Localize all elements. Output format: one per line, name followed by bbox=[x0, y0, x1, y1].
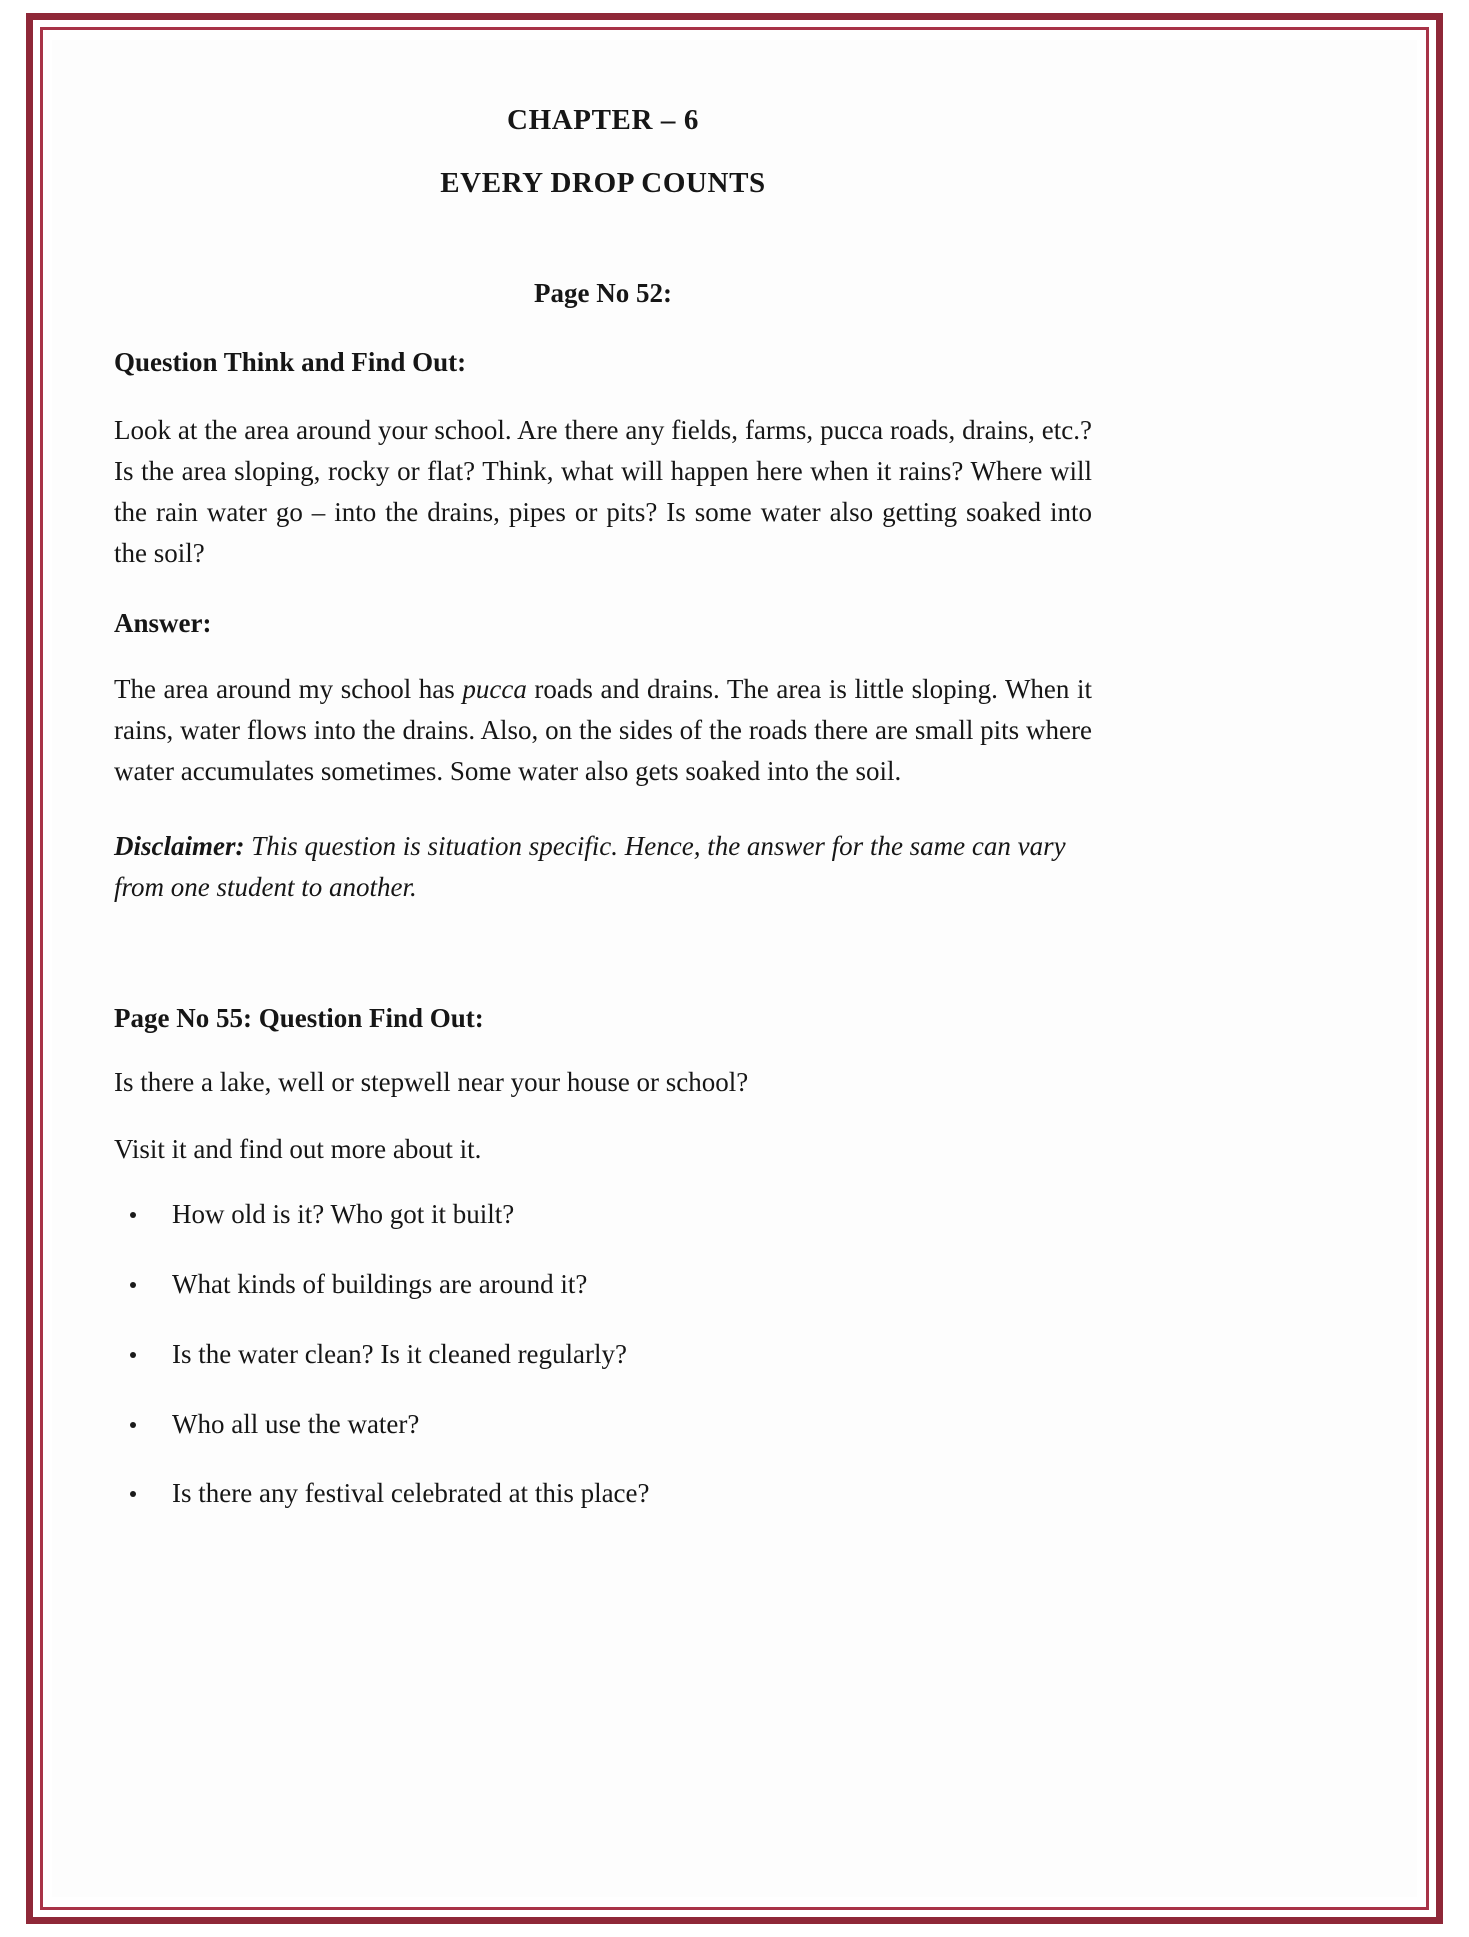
question-think-and-find-out-heading: Question Think and Find Out: bbox=[114, 347, 467, 377]
list-item bbox=[114, 1406, 1092, 1444]
section-spacer bbox=[114, 907, 1092, 1003]
bullet-dot-icon bbox=[130, 1212, 136, 1218]
disclaimer-label: Disclaimer: bbox=[114, 831, 245, 862]
answer-text-part2: roads and drains. The area is little sloping. When it rains, water flows into the drains. Also, on the sides of the roads there are small pits where water accumulates sometimes. Some water also gets soaked into the soil. bbox=[114, 674, 1092, 787]
page-no-52-heading: Page No 52: bbox=[534, 278, 672, 308]
list-item-label: Who all use the water? bbox=[172, 1408, 420, 1439]
document-content bbox=[114, 104, 1092, 1545]
list-item bbox=[114, 1336, 1092, 1374]
question-paragraph: Look at the area around your school. Are there any fields, farms, pucca roads, drains, etc.? Is the area sloping, rocky or flat? Think, what will happen here when it rains? Where will the rain water go – into the drains, pipes or pits? Is some water also getting soaked into the soil? bbox=[114, 415, 1092, 569]
bullet-dot-icon bbox=[130, 1352, 136, 1358]
disclaimer-paragraph bbox=[114, 826, 1092, 907]
find-out-intro-line-2: Visit it and find out more about it. bbox=[114, 1134, 482, 1165]
list-item bbox=[114, 1196, 1092, 1234]
disclaimer-text: This question is situation specific. Hence, the answer for the same can vary from one student to another. bbox=[114, 831, 1066, 902]
bullet-dot-icon bbox=[130, 1422, 136, 1428]
answer-italic-term: pucca bbox=[462, 674, 527, 705]
page-no-55-question-find-out-heading: Page No 55: Question Find Out: bbox=[114, 1003, 484, 1034]
page-paper-surface bbox=[52, 40, 1417, 1897]
list-item bbox=[114, 1266, 1092, 1304]
answer-heading: Answer: bbox=[114, 608, 212, 639]
list-item-label: How old is it? Who got it built? bbox=[172, 1199, 515, 1230]
bullet-dot-icon bbox=[130, 1491, 136, 1497]
answer-text-part1: The area around my school has bbox=[114, 674, 463, 705]
list-item-label: What kinds of buildings are around it? bbox=[172, 1269, 588, 1300]
chapter-subtitle: EVERY DROP COUNTS bbox=[440, 167, 766, 199]
bullet-dot-icon bbox=[130, 1282, 136, 1288]
find-out-bullet-list bbox=[114, 1196, 1092, 1513]
find-out-intro-line-1: Is there a lake, well or stepwell near your house or school? bbox=[114, 1067, 749, 1098]
list-item bbox=[114, 1475, 1092, 1513]
answer-paragraph bbox=[114, 669, 1092, 792]
list-item-label: Is the water clean? Is it cleaned regularly? bbox=[172, 1338, 628, 1369]
list-item-label: Is there any festival celebrated at this place? bbox=[172, 1478, 650, 1509]
chapter-title: CHAPTER – 6 bbox=[507, 104, 699, 136]
